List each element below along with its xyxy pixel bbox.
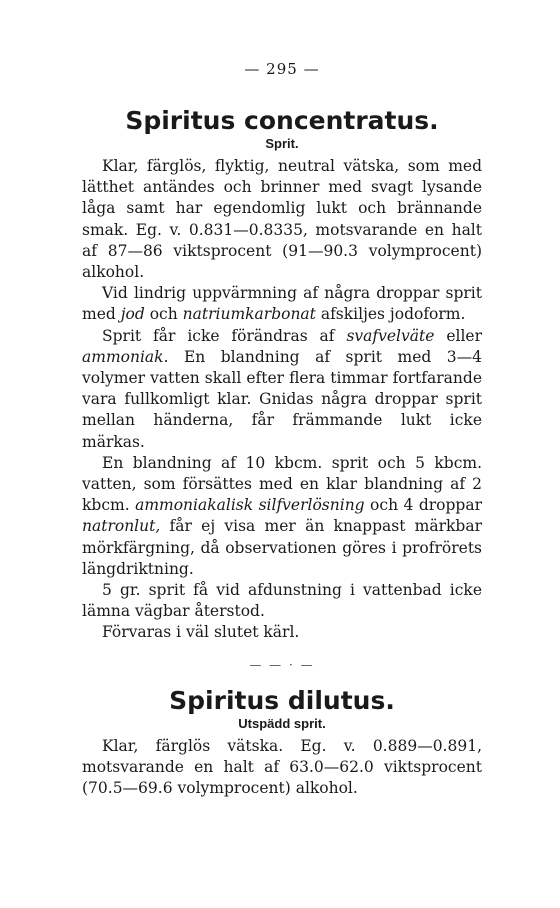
italic-term: natronlut, [82,517,161,536]
section-body [82,736,482,800]
text-run: afskiljes jodoform. [315,305,466,324]
italic-term: svafvelväte [346,326,435,345]
italic-term: ammoniak. [82,347,169,366]
section-title: Spiritus dilutus. [169,685,395,715]
text-run: får ej visa mer än knappast märkbar mörkfärgning, då observationen göres i profrörets längdriktning. [82,517,482,578]
body-paragraph [82,283,482,325]
text-run: eller [434,326,482,345]
text-run: Sprit får icke förändras af [102,326,347,345]
section-subtitle: Utspädd sprit. [238,715,326,731]
text-run: och [144,305,183,324]
section-divider: — — · — [249,657,315,672]
text-run: 5 gr. sprit få vid afdunstning i vattenbad icke lämna vägbar återstod. [82,581,482,621]
text-run: Klar, färglös vätska. Eg. v. 0.889—0.891, motsvarande en halt af 63.0—62.0 viktsprocent (70.5—69.6 volymprocent) alkohol. [82,736,482,798]
text-run: Klar, färglös, flyktig, neutral vätska, som med lätthet antändes och brinner med svagt lysande låga samt har egendomlig lukt och brännande smak. Eg. v. 0.831—0.8335, motsvarande en halt af 87—86 viktsprocent (91—90.3 volymprocent) alkohol. [82,157,482,282]
body-paragraph [82,736,482,800]
section-title: Spiritus concentratus. [125,106,439,135]
section-spiritus-concentratus [82,106,482,644]
italic-term: natriumkarbonat [182,305,316,324]
text-run: Vid lindrig uppvärmning af några droppar sprit med [82,284,482,324]
text-run: Förvaras i väl slutet kärl. [102,623,300,642]
section-body [82,156,482,644]
document-page [82,60,482,799]
section-subtitle: Sprit. [265,136,299,151]
body-paragraph [82,156,482,283]
page-number: — 295 — [244,60,320,78]
text-run: och 4 droppar [364,496,482,515]
body-paragraph [82,326,482,453]
body-paragraph [82,453,482,580]
body-paragraph [82,580,482,622]
section-spiritus-dilutus [82,686,482,800]
text-run: En blandning af 10 kbcm. sprit och 5 kbcm. vatten, som försättes med en klar blandning af 2 kbcm. [82,453,482,515]
text-run: En blandning af sprit med 3—4 volymer vatten skall efter flera timmar fortfarande vara fullkomligt klar. Gnidas några droppar sprit mellan händerna, får främmande lukt icke märkas. [82,347,482,451]
italic-term: jod [120,305,145,324]
italic-term: ammoniakalisk silfverlösning [135,496,365,515]
body-paragraph [82,622,482,643]
